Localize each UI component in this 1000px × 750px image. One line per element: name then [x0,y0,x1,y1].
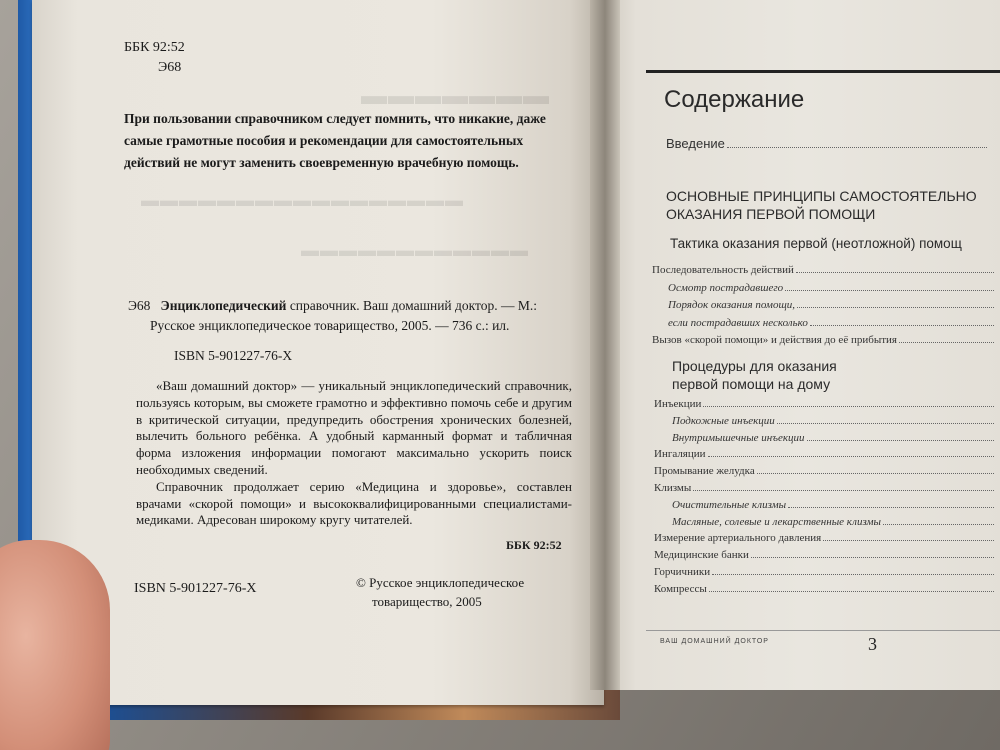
header-rule [646,70,1000,73]
toc-item-label: Медицинские банки [654,549,749,562]
dot-leader [709,591,994,592]
bib-line-1 [128,298,537,314]
toc-item-label: Осмотр пострадавшего [668,281,784,294]
toc-item-label: Очистительные клизмы [672,498,787,511]
dot-leader [796,272,994,273]
isbn-main: ISBN 5-901227-76-X [174,348,293,363]
dot-leader [757,473,994,474]
subsection-1-title: Тактика оказания первой (неотложной) помощ [670,236,962,251]
toc-item-label: Горчичники [654,566,711,578]
dot-leader [712,574,994,575]
bib-code: Э68 [128,298,151,313]
dot-leader [899,342,994,343]
bib-title: Энциклопедический [160,298,287,313]
catalog-code-top: Э68 [158,60,182,75]
annotation-paragraph-1: «Ваш домашний доктор» — уникальный энциклопедический справочник, пользуясь которым, вы сможете грамотно и эффективно помочь себе и другим в критической ситуации, предупредить обострения хронических болезней, вылечить больного ребёнка. А удобный карманный формат и табличная форма изложения информации помогают максимально ускорить поиск необходимых сведений. [136,378,572,477]
dot-leader [797,307,994,308]
toc-item-label: Компрессы [654,582,707,595]
section-1-title-line-2: ОКАЗАНИЯ ПЕРВОЙ ПОМОЩИ [666,206,876,222]
dot-leader [807,440,995,441]
annotation [136,378,572,529]
bbk-code-top: ББК 92:52 [124,40,185,55]
book-gutter [590,0,620,690]
contents-heading: Содержание [664,86,805,113]
thumb [0,540,110,750]
toc-item [654,465,994,477]
dot-leader [693,490,994,491]
dot-leader [751,557,994,558]
toc-item [668,299,994,311]
annotation-paragraph-2: Справочник продолжает серию «Медицина и здоровье», составлен врачами «скорой помощи» и высококвалифицированными специалистами-медиками. Адресован широкому кругу читателей. [136,478,572,528]
dot-leader [788,507,994,508]
dot-leader [823,540,994,541]
dot-leader [727,147,987,148]
bleed-through-text: ▬▬▬▬▬▬▬▬▬▬▬▬▬▬▬▬▬ [140,190,463,210]
bib-title-rest: справочник. Ваш домашний доктор. — М.: [289,298,537,313]
toc-intro-label: Введение [666,136,725,151]
bleed-through-text: ▬▬▬▬▬▬▬▬▬▬▬▬ [300,240,528,260]
toc-item [654,549,994,561]
dot-leader [883,524,994,525]
toc-item-label: Масляные, солевые и лекарственные клизмы [672,515,881,528]
toc-item [654,566,994,578]
toc-item-label: Порядок оказания помощи, [668,299,796,311]
dot-leader [708,456,994,457]
toc-item-label: Внутримышечные инъекции [672,431,805,444]
bbk-code-bottom: ББК 92:52 [506,538,562,552]
page-number: 3 [868,634,877,654]
dot-leader [810,325,994,326]
toc-item [654,448,994,460]
toc-item [652,334,994,346]
toc-item-label: если пострадавших несколько [668,316,808,329]
copyright-line-2: товарищество, 2005 [372,594,482,609]
toc-item-label: Инъекции [654,398,702,410]
toc-item [672,516,994,528]
toc-item [654,583,994,595]
toc-item-label: Промывание желудка [654,465,755,478]
toc-item-label: Клизмы [654,482,692,494]
toc-item [654,532,994,544]
toc-item [654,482,994,494]
section-1-title-line-1: ОСНОВНЫЕ ПРИНЦИПЫ САМОСТОЯТЕЛЬНО [666,188,977,204]
dot-leader [703,406,994,407]
warning-note: При пользовании справочником следует помнить, что никакие, даже самые грамотные пособия и рекомендации для самостоятельных действий не могут заменить своевременную врачебную помощь. [124,111,546,170]
toc-item-label: Ингаляции [654,448,706,461]
copyright-line-1: © Русское энциклопедическое [356,575,525,590]
toc-item [672,415,994,427]
toc-item-label: Измерение артериального давления [654,532,822,545]
isbn-bottom: ISBN 5-901227-76-X [134,581,257,596]
toc-item [652,264,994,276]
toc-intro [666,136,987,151]
toc-item [672,499,994,511]
bib-line-2: Русское энциклопедическое товарищество, 2005. — 736 с.: ил. [150,318,510,333]
subsection-2-title-line-2: первой помощи на дому [672,376,831,392]
bleed-through-text: ▬▬▬▬▬▬▬ [360,80,549,110]
dot-leader [785,290,994,291]
toc-item [672,432,994,444]
toc-item-label: Вызов «скорой помощи» и действия до её прибытия [652,334,897,346]
footer-rule [646,630,1000,631]
dot-leader [777,423,994,424]
running-footer: ВАШ ДОМАШНИЙ ДОКТОР [660,638,769,645]
toc-item [668,282,994,294]
toc-item [668,317,994,329]
toc-item-label: Подкожные инъекции [672,414,775,427]
toc-item-label: Последовательность действий [652,264,794,276]
subsection-2-title-line-1: Процедуры для оказания [672,358,837,374]
toc-item [654,398,994,410]
